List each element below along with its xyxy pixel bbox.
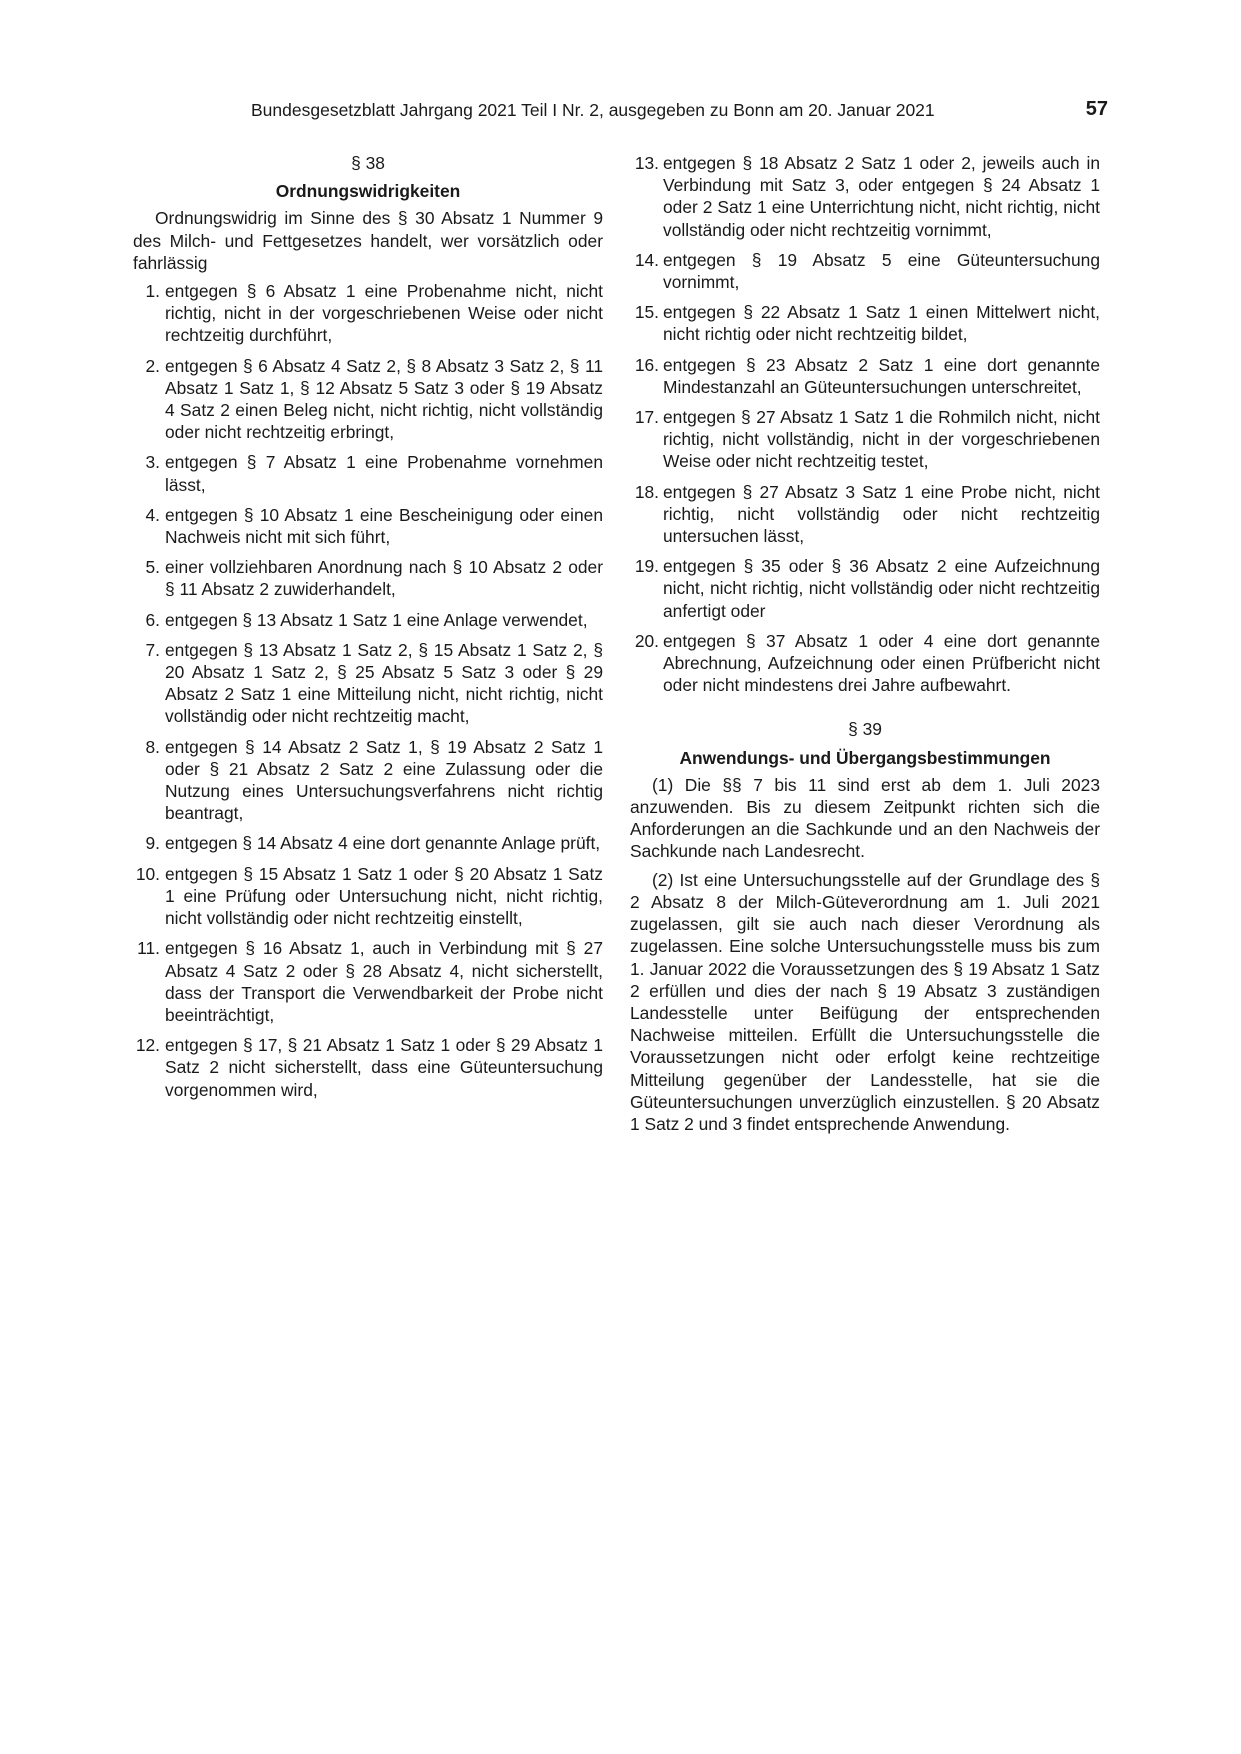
list-item — [630, 555, 1100, 622]
page-number: 57 — [1085, 98, 1108, 120]
list-item — [630, 481, 1100, 548]
item-number: 4. — [145, 504, 160, 525]
list-item — [133, 937, 603, 1026]
item-text: entgegen § 14 Absatz 2 Satz 1, § 19 Absatz 2 Satz 1 oder § 21 Absatz 2 Satz 2 eine Zulassung oder die Nutzung eines Untersuchungsverfahrens nicht richtig beantragt, — [165, 736, 603, 824]
list-item — [133, 280, 603, 347]
item-text: entgegen § 15 Absatz 1 Satz 1 oder § 20 Absatz 1 Satz 1 eine Prüfung oder Untersuchung nicht, nicht richtig, nicht vollständig oder nicht rechtzeitig einstellt, — [165, 863, 603, 929]
item-number: 3. — [145, 452, 160, 473]
item-text: entgegen § 18 Absatz 2 Satz 1 oder 2, jeweils auch in Verbindung mit Satz 3, oder entgegen § 24 Absatz 1 oder 2 Satz 1 eine Unterrichtung nicht, nicht richtig, nicht vollständig oder nicht rechtzeitig vornimmt, — [663, 153, 1100, 240]
section-38-intro: Ordnungswidrig im Sinne des § 30 Absatz 1 Nummer 9 des Milch- und Fettgesetzes handelt, wer vorsätzlich oder fahrlässig — [133, 208, 603, 273]
section-39-number: § 39 — [848, 719, 882, 740]
item-text: entgegen § 37 Absatz 1 oder 4 eine dort genannte Abrechnung, Aufzeichnung oder einen Prüfbericht nicht oder nicht mindestens drei Jahre aufbewahrt. — [663, 630, 1100, 696]
list-item — [133, 556, 603, 600]
list-item — [133, 609, 603, 631]
item-number: 7. — [145, 639, 160, 660]
item-number: 1. — [145, 281, 160, 302]
item-number: 12. — [135, 1035, 160, 1056]
item-text: entgegen § 19 Absatz 5 eine Güteuntersuchung vornimmt, — [663, 249, 1100, 293]
item-number: 20. — [634, 630, 659, 651]
item-text: entgegen § 16 Absatz 1, auch in Verbindung mit § 27 Absatz 4 Satz 2 oder § 28 Absatz 4, nicht sicherstellt, dass der Transport die Verwendbarkeit der Probe nicht beeinträchtigt, — [165, 938, 603, 1025]
item-text: entgegen § 13 Absatz 1 Satz 2, § 15 Absatz 1 Satz 2, § 20 Absatz 1 Satz 2, § 25 Absatz 5 Satz 3 oder § 29 Absatz 2 Satz 1 eine Mitteilung nicht, nicht richtig, nicht vollständig oder nicht rechtzeitig macht, — [165, 639, 603, 727]
item-text: entgegen § 13 Absatz 1 Satz 1 eine Anlage verwendet, — [165, 609, 588, 630]
item-text: entgegen § 23 Absatz 2 Satz 1 eine dort genannte Mindestanzahl an Güteuntersuchungen unterschreitet, — [663, 354, 1100, 397]
item-number: 18. — [634, 481, 659, 502]
item-text: entgegen § 7 Absatz 1 eine Probenahme vornehmen lässt, — [165, 452, 603, 495]
running-title: Bundesgesetzblatt Jahrgang 2021 Teil I Nr. 2, ausgegeben zu Bonn am 20. Januar 2021 — [251, 100, 935, 120]
section-39-paragraph-1: (1) Die §§ 7 bis 11 sind erst ab dem 1. Juli 2023 anzuwenden. Bis zu diesem Zeitpunkt richten sich die Anforderungen an die Sachkunde und an den Nachweis der Sachkunde nach Landesrecht. — [630, 774, 1100, 862]
item-text: entgegen § 10 Absatz 1 eine Bescheinigung oder einen Nachweis nicht mit sich führt, — [165, 504, 603, 548]
item-number: 15. — [634, 302, 659, 323]
list-item — [133, 639, 603, 728]
item-text: entgegen § 6 Absatz 4 Satz 2, § 8 Absatz 3 Satz 2, § 11 Absatz 1 Satz 1, § 12 Absatz 5 Satz 3 oder § 19 Absatz 4 Satz 2 einen Beleg nicht, nicht richtig, nicht vollständig oder nicht rechtzeitig erbringt, — [165, 355, 603, 443]
item-number: 19. — [634, 556, 659, 577]
item-text: entgegen § 27 Absatz 3 Satz 1 eine Probe nicht, nicht richtig, nicht vollständig oder nicht rechtzeitig untersuchen lässt, — [663, 481, 1100, 547]
offense-list-part-1 — [133, 280, 603, 1101]
item-text: entgegen § 14 Absatz 4 eine dort genannte Anlage prüft, — [165, 833, 601, 854]
section-38-number: § 38 — [351, 153, 385, 173]
page-header — [133, 98, 1108, 126]
list-item — [133, 863, 603, 930]
item-text: entgegen § 6 Absatz 1 eine Probenahme nicht, nicht richtig, nicht in der vorgeschriebenen Weise oder nicht rechtzeitig durchführt, — [165, 281, 603, 346]
list-item — [630, 406, 1100, 473]
item-text: entgegen § 22 Absatz 1 Satz 1 einen Mittelwert nicht, nicht richtig oder nicht rechtzeitig bildet, — [663, 302, 1100, 345]
list-item — [133, 1034, 603, 1101]
list-item — [133, 736, 603, 825]
item-number: 2. — [145, 355, 160, 376]
list-item — [630, 630, 1100, 697]
item-number: 11. — [137, 938, 160, 959]
item-number: 17. — [634, 407, 659, 428]
section-39-paragraph-2: (2) Ist eine Untersuchungsstelle auf der Grundlage des § 2 Absatz 8 der Milch-Güteverordnung am 1. Juli 2021 zugelassen, gilt sie auch nach dieser Verordnung als zugelassen. Eine solche Untersuchungsstelle muss bis zum 1. Januar 2022 die Voraussetzungen des § 19 Absatz 1 Satz 2 erfüllen und dies der nach § 19 Absatz 3 zuständigen Landesstelle unter Beifügung der entsprechenden Nachweise mitteilen. Erfüllt die Untersuchungsstelle die Voraussetzungen nicht oder erfolgt keine rechtzeitige Mitteilung gegenüber der Landesstelle, hat sie die Güteuntersuchungen unverzüglich einzustellen. § 20 Absatz 1 Satz 2 und 3 findet entsprechende Anwendung. — [630, 869, 1100, 1134]
item-number: 16. — [634, 354, 659, 375]
list-item — [630, 301, 1100, 345]
item-text: entgegen § 35 oder § 36 Absatz 2 eine Aufzeichnung nicht, nicht richtig, nicht vollständig oder nicht rechtzeitig anfertigt oder — [663, 556, 1100, 621]
offense-list-part-2 — [630, 152, 1100, 696]
section-39-title: Anwendungs- und Übergangsbestimmungen — [679, 747, 1051, 768]
item-number: 5. — [145, 557, 160, 578]
right-column — [630, 152, 1100, 1141]
list-item — [630, 152, 1100, 241]
item-number: 14. — [634, 249, 659, 270]
item-number: 10. — [135, 863, 160, 884]
list-item — [133, 451, 603, 495]
item-text: entgegen § 27 Absatz 1 Satz 1 die Rohmilch nicht, nicht richtig, nicht vollständig, nicht in der vorgeschriebenen Weise oder nicht rechtzeitig testet, — [663, 407, 1100, 472]
item-number: 13. — [634, 153, 659, 173]
item-number: 9. — [145, 833, 160, 854]
item-number: 8. — [145, 736, 160, 757]
list-item — [630, 354, 1100, 398]
left-column — [133, 152, 603, 1109]
list-item — [133, 355, 603, 444]
item-number: 6. — [145, 609, 160, 630]
item-text: entgegen § 17, § 21 Absatz 1 Satz 1 oder § 29 Absatz 1 Satz 2 nicht sicherstellt, dass eine Güteuntersuchung vorgenommen wird, — [165, 1035, 603, 1100]
section-38-title: Ordnungswidrigkeiten — [275, 181, 461, 202]
item-text: einer vollziehbaren Anordnung nach § 10 Absatz 2 oder § 11 Absatz 2 zuwiderhandelt, — [165, 557, 603, 600]
list-item — [133, 832, 603, 854]
list-item — [133, 504, 603, 548]
list-item — [630, 249, 1100, 293]
